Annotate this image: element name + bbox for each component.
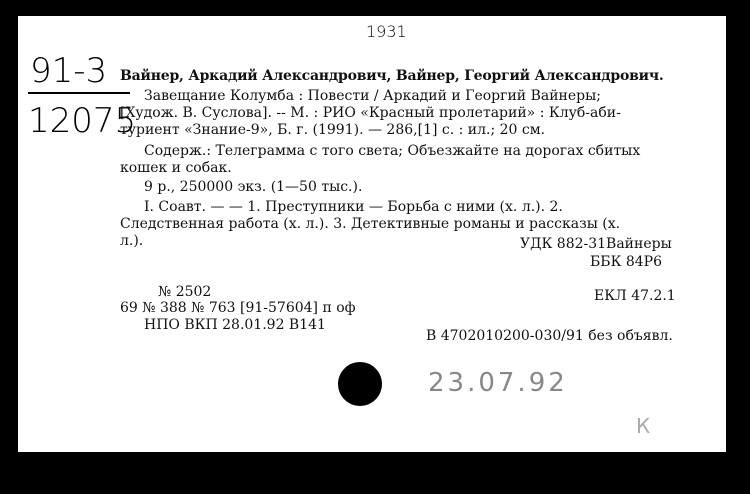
body-line: туриент «Знание-9», Б. г. (1991). — 286,[1] с. : ил.; 20 см. (120, 122, 546, 138)
body-line: [Худож. В. Суслова]. -- М. : РИО «Красный пролетарий» : Клуб-аби- (120, 105, 621, 121)
year-note: 1931 (366, 22, 407, 41)
registry-number: № 2502 (158, 284, 212, 300)
date-stamp: 23.07.92 (428, 368, 568, 398)
ekl-code: ЕКЛ 47.2.1 (594, 288, 676, 304)
body-line: Завещание Колумба : Повести / Аркадий и Георгий Вайнеры; (144, 88, 601, 104)
registry-line: 69 № 388 № 763 [91-57604] п оф (120, 300, 356, 316)
registry-line: НПО ВКП 28.01.92 В141 (144, 317, 326, 333)
stamp-dot (338, 362, 382, 406)
author-heading: Вайнер, Аркадий Александрович, Вайнер, Георгий Александрович. (120, 68, 664, 84)
shelfmark-divider (28, 92, 130, 94)
bbk-code: ББК 84Р6 (590, 254, 663, 270)
publication-code: В 4702010200-030/91 без объявл. (426, 328, 673, 344)
shelfmark-top: 91-3 (30, 51, 108, 91)
shelfmark-bottom: 12075 (28, 101, 137, 141)
body-line: Следственная работа (х. л.). 3. Детективные романы и рассказы (х. (120, 216, 621, 232)
corner-stamp: К (636, 414, 653, 438)
udk-code: УДК 882-31Вайнеры (520, 236, 672, 252)
body-line: 9 р., 250000 экз. (1—50 тыс.). (144, 179, 363, 195)
body-line: I. Соавт. — — 1. Преступники — Борьба с ними (х. л.). 2. (144, 199, 563, 215)
body-line: Содерж.: Телеграмма с того света; Объезжайте на дорогах сбитых (144, 143, 641, 159)
body-line: кошек и собак. (120, 160, 232, 176)
body-line: л.). (120, 233, 144, 249)
catalog-card (18, 16, 726, 452)
